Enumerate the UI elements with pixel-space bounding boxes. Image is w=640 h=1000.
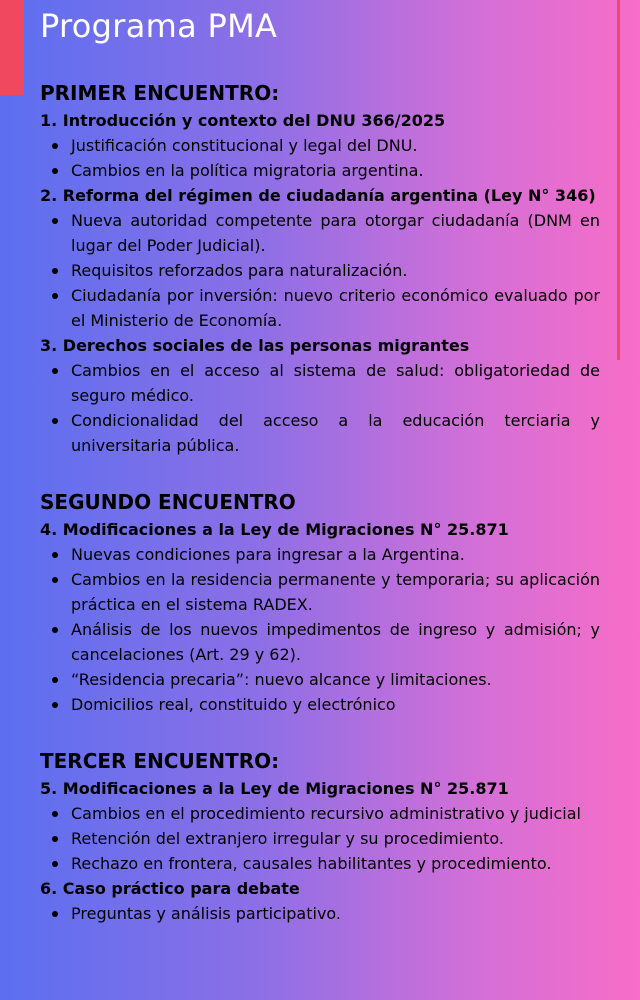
list-item: Condicionalidad del acceso a la educación terciaria y universitaria pública.: [40, 408, 600, 458]
topic-title: 3. Derechos sociales de las personas migrantes: [40, 336, 470, 355]
section-heading: PRIMER ENCUENTRO:: [40, 81, 280, 105]
bullet-list: [40, 208, 600, 333]
section-tercer-encuentro: [40, 747, 600, 926]
list-item: “Residencia precaria”: nuevo alcance y limitaciones.: [40, 667, 600, 692]
topic-5: [40, 776, 600, 876]
list-item: Justificación constitucional y legal del DNU.: [40, 133, 600, 158]
topic-title: 1. Introducción y contexto del DNU 366/2025: [40, 111, 446, 130]
decorative-line: [617, 0, 620, 360]
section-segundo-encuentro: [40, 488, 600, 717]
list-item: Cambios en el acceso al sistema de salud: obligatoriedad de seguro médico.: [40, 358, 600, 408]
bullet-list: [40, 901, 600, 926]
topic-title: 6. Caso práctico para debate: [40, 879, 300, 898]
topic-6: [40, 876, 600, 926]
section-heading: SEGUNDO ENCUENTRO: [40, 490, 296, 514]
list-item: Domicilios real, constituido y electrónico: [40, 692, 600, 717]
list-item: Requisitos reforzados para naturalización.: [40, 258, 600, 283]
bullet-list: [40, 358, 600, 458]
list-item: Retención del extranjero irregular y su procedimiento.: [40, 826, 600, 851]
list-item: Preguntas y análisis participativo.: [40, 901, 600, 926]
section-primer-encuentro: [40, 79, 600, 458]
program-content: [40, 79, 600, 926]
list-item: Nuevas condiciones para ingresar a la Argentina.: [40, 542, 600, 567]
topic-title: 5. Modificaciones a la Ley de Migraciones N° 25.871: [40, 779, 509, 798]
page-title: Programa PMA: [40, 7, 278, 45]
topic-1: [40, 108, 600, 183]
bullet-list: [40, 801, 600, 876]
section-heading: TERCER ENCUENTRO:: [40, 749, 280, 773]
topic-4: [40, 517, 600, 717]
list-item: Nueva autoridad competente para otorgar ciudadanía (DNM en lugar del Poder Judicial).: [40, 208, 600, 258]
list-item: Cambios en el procedimiento recursivo administrativo y judicial: [40, 801, 600, 826]
list-item: Rechazo en frontera, causales habilitantes y procedimiento.: [40, 851, 600, 876]
accent-bar: [0, 0, 24, 95]
list-item: Ciudadanía por inversión: nuevo criterio económico evaluado por el Ministerio de Economía.: [40, 283, 600, 333]
list-item: Cambios en la política migratoria argentina.: [40, 158, 600, 183]
list-item: Cambios en la residencia permanente y temporaria; su aplicación práctica en el sistema RADEX.: [40, 567, 600, 617]
list-item: Análisis de los nuevos impedimentos de ingreso y admisión; y cancelaciones (Art. 29 y 62).: [40, 617, 600, 667]
bullet-list: [40, 542, 600, 717]
topic-3: [40, 333, 600, 458]
bullet-list: [40, 133, 600, 183]
topic-title: 2. Reforma del régimen de ciudadanía argentina (Ley N° 346): [40, 186, 596, 205]
topic-title: 4. Modificaciones a la Ley de Migraciones N° 25.871: [40, 520, 509, 539]
topic-2: [40, 183, 600, 333]
